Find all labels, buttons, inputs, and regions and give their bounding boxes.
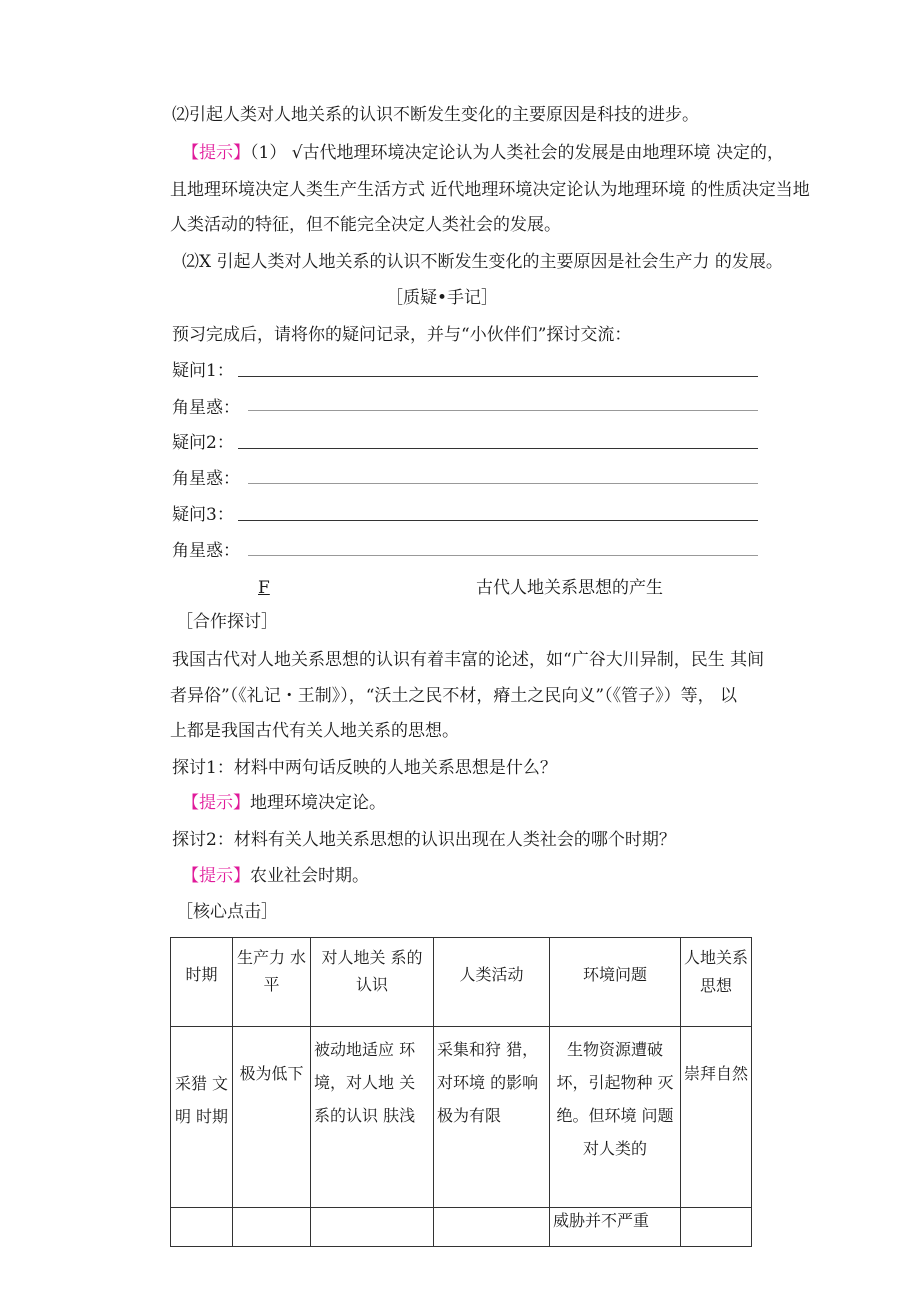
table-cell-problem: 生物资源遭破坏，引起物种 灭绝。但环境 问题对人类的 bbox=[550, 1027, 681, 1208]
table-header-cell: 人地关系思想 bbox=[681, 938, 752, 1027]
answer-1-line[interactable] bbox=[248, 410, 758, 411]
tip-1-line-2: 且地理环境决定人类生产生活方式 近代地理环境决定论认为地理环境 的性质决定当地 bbox=[170, 180, 810, 200]
table-cell-problem-cont: 威胁并不严重 bbox=[550, 1208, 681, 1247]
table-cell-period: 采猎 文明 时期 bbox=[171, 1027, 233, 1208]
answer-3-label: 角星惑： bbox=[172, 541, 240, 561]
material-line-1: 我国古代对人地关系思想的认识有着丰富的论述，如“广谷大川异制，民生 其间 bbox=[172, 650, 765, 670]
tip-label: 【提示】 bbox=[182, 143, 250, 163]
table-header-cell: 时期 bbox=[171, 938, 233, 1027]
answer-1-label: 角星惑： bbox=[172, 398, 240, 418]
table-header-cell: 人类活动 bbox=[434, 938, 550, 1027]
discussion-2-tip bbox=[182, 864, 369, 888]
preview-instruction: 预习完成后，请将你的疑问记录，并与“小伙伴们”探讨交流： bbox=[172, 325, 632, 345]
material-line-3: 上都是我国古代有关人地关系的思想。 bbox=[170, 721, 459, 741]
question-1-label: 疑问1： bbox=[172, 361, 234, 381]
answer-3-line[interactable] bbox=[248, 555, 758, 556]
question-3-line[interactable] bbox=[238, 520, 758, 521]
answer-2-label: 角星惑： bbox=[172, 469, 240, 489]
question-2-label: 疑问2： bbox=[172, 433, 234, 453]
question-2-line[interactable] bbox=[238, 448, 758, 449]
answer-2-line[interactable] bbox=[248, 483, 758, 484]
table-cell-activity: 采集和狩 猎，对环境 的影响极为有限 bbox=[434, 1027, 550, 1208]
tip-1-text: （1） √古代地理环境决定论认为人类社会的发展是由地理环境 决定的， bbox=[250, 143, 784, 163]
table-header-cell: 对人地关 系的认识 bbox=[311, 938, 434, 1027]
section-heading-cooperation: ［合作探讨］ bbox=[176, 612, 278, 632]
section-heading-notes: ［质疑•手记］ bbox=[386, 288, 499, 308]
table-header-cell: 环境问题 bbox=[550, 938, 681, 1027]
discussion-1-answer: 地理环境决定论。 bbox=[250, 793, 386, 813]
table-row bbox=[171, 1208, 752, 1247]
tf-item-2: ⑵引起人类对人地关系的认识不断发生变化的主要原因是科技的进步。 bbox=[172, 105, 699, 125]
tip-1-line-1 bbox=[182, 141, 784, 165]
discussion-2-answer: 农业社会时期。 bbox=[250, 866, 369, 886]
discussion-1-tip bbox=[182, 791, 386, 815]
question-3-label: 疑问3： bbox=[172, 505, 234, 525]
table-cell-empty bbox=[171, 1208, 233, 1247]
table-header-cell: 生产力 水平 bbox=[233, 938, 311, 1027]
table-cell-thought: 崇拜自然 bbox=[681, 1027, 752, 1208]
table-header-row bbox=[171, 938, 752, 1027]
table-cell-understanding: 被动地适应 环境，对人地 关系的认识 肤浅 bbox=[311, 1027, 434, 1208]
table-cell-empty bbox=[311, 1208, 434, 1247]
tip-1-line-3: 人类活动的特征，但不能完全决定人类社会的发展。 bbox=[170, 215, 561, 235]
section-heading-core: ［核心点击］ bbox=[176, 902, 278, 922]
tip-label: 【提示】 bbox=[182, 793, 250, 813]
table-cell-empty bbox=[681, 1208, 752, 1247]
table-row bbox=[171, 1027, 752, 1208]
discussion-1: 探讨1：材料中两句话反映的人地关系思想是什么？ bbox=[172, 758, 557, 778]
tip-2-line: ⑵X 引起人类对人地关系的认识不断发生变化的主要原因是社会生产力 的发展。 bbox=[182, 252, 783, 272]
question-1-line[interactable] bbox=[238, 376, 758, 377]
topic-title: 古代人地关系思想的产生 bbox=[476, 578, 663, 598]
material-line-2: 者异俗”（《礼记・王制》），“沃土之民不材，瘠土之民向义”（《管子》）等， 以 bbox=[170, 686, 737, 706]
section-marker: F bbox=[258, 578, 270, 598]
tip-label: 【提示】 bbox=[182, 866, 250, 886]
table-cell-empty bbox=[233, 1208, 311, 1247]
discussion-2: 探讨2：材料有关人地关系思想的认识出现在人类社会的哪个时期？ bbox=[172, 830, 676, 850]
table-cell-productivity: 极为低下 bbox=[233, 1027, 311, 1208]
table-cell-empty bbox=[434, 1208, 550, 1247]
core-comparison-table bbox=[170, 937, 752, 1247]
